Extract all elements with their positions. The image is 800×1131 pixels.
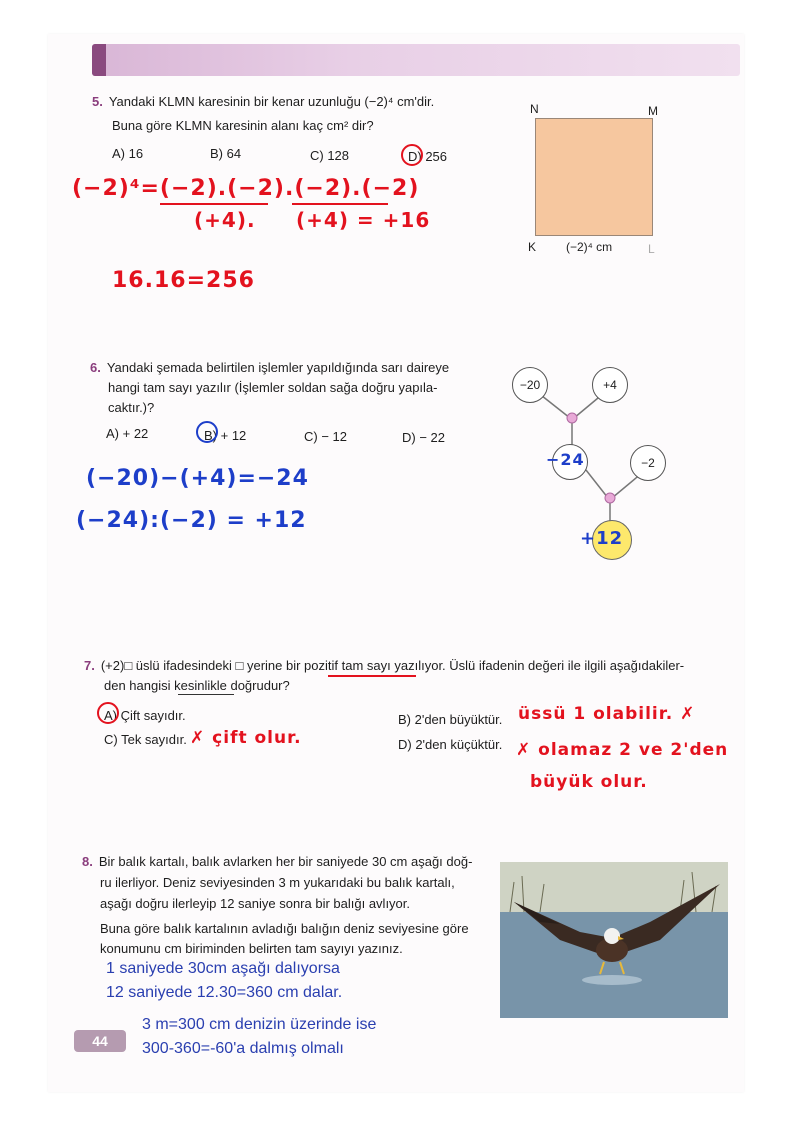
q8-line1 bbox=[82, 852, 472, 872]
q6-hand-line1: (−20)−(+4)=−24 bbox=[86, 466, 309, 491]
q8-answer-line3: 3 m=300 cm denizin üzerinde ise bbox=[142, 1016, 377, 1033]
q6-line3: caktır.)? bbox=[108, 400, 155, 415]
q7-text1: (+2)□ üslü ifadesindeki □ yerine bir pozitif tam sayı yazılıyor. Üslü ifadenin değeri ile ilgili aşağıdakiler- bbox=[100, 658, 685, 673]
q8-number: 8. bbox=[82, 854, 93, 869]
q6-number: 6. bbox=[90, 360, 101, 375]
q7-line2: den hangisi kesinlikle doğrudur? bbox=[104, 678, 290, 693]
circle-minus2: −2 bbox=[630, 445, 666, 481]
header-tab bbox=[92, 44, 106, 76]
q7-option-d: D) 2'den küçüktür. bbox=[398, 737, 503, 752]
q5-answer-circle bbox=[401, 144, 423, 166]
q7-hand-d-note1: ✗ olamaz 2 ve 2'den bbox=[516, 740, 729, 760]
q7-option-a: A) Çift sayıdır. bbox=[104, 708, 186, 723]
corner-l: L bbox=[648, 242, 655, 256]
q7-line1 bbox=[84, 656, 684, 676]
eagle-icon bbox=[500, 862, 728, 1018]
q6-line1 bbox=[90, 358, 449, 378]
q6-option-c: C) − 12 bbox=[304, 429, 347, 444]
q7-underline-pozitif bbox=[328, 675, 416, 677]
q7-number: 7. bbox=[84, 658, 95, 673]
corner-n: N bbox=[530, 102, 539, 116]
circle-minus20: −20 bbox=[512, 367, 548, 403]
corner-m: M bbox=[648, 104, 658, 118]
q6-option-d: D) − 22 bbox=[402, 430, 445, 445]
q8-text1: Bir balık kartalı, balık avlarken her bir saniyede 30 cm aşağı doğ- bbox=[98, 854, 473, 869]
q7-option-c: C) Tek sayıdır. bbox=[104, 732, 187, 747]
q5-hand-line1: (−2)⁴=(−2).(−2).(−2).(−2) bbox=[72, 176, 420, 201]
q8-answer-line1: 1 saniyede 30cm aşağı dalıyorsa bbox=[106, 960, 340, 977]
q5-hand-line2b: (+4) = +16 bbox=[296, 208, 431, 232]
q6-answer-circle bbox=[196, 421, 218, 443]
q7-hand-b-note: üssü 1 olabilir. ✗ bbox=[518, 704, 696, 724]
q6-text1: Yandaki şemada belirtilen işlemler yapıldığında sarı daireye bbox=[106, 360, 450, 375]
q5-underline-2 bbox=[292, 203, 388, 205]
q8-answer-line4: 300-360=-60'a dalmış olmalı bbox=[142, 1040, 344, 1057]
q6-line2: hangi tam sayı yazılır (İşlemler soldan sağa doğru yapıla- bbox=[108, 380, 438, 395]
klmn-square bbox=[535, 118, 653, 236]
q5-hand-line2a: (+4). bbox=[194, 208, 256, 232]
eagle-photo bbox=[500, 862, 728, 1018]
q7-option-b: B) 2'den büyüktür. bbox=[398, 712, 503, 727]
side-label: (−2)⁴ cm bbox=[566, 240, 613, 254]
q5-hand-line3: 16.16=256 bbox=[112, 268, 255, 293]
q7-hand-c-note: ✗ çift olur. bbox=[190, 728, 302, 748]
q6-hand-line2: (−24):(−2) = +12 bbox=[76, 508, 307, 533]
q8-line4: Buna göre balık kartalının avladığı balığın deniz seviyesine göre bbox=[100, 921, 469, 936]
q5-number: 5. bbox=[92, 94, 103, 109]
q5-line2: Buna göre KLMN karesinin alanı kaç cm² dir? bbox=[112, 118, 374, 133]
q7-answer-circle bbox=[97, 702, 119, 724]
q5-text1: Yandaki KLMN karesinin bir kenar uzunluğu (−2)⁴ cm'dir. bbox=[108, 94, 435, 109]
q7-hand-d-note2: büyük olur. bbox=[530, 772, 648, 792]
diagram-mid-hand: −24 bbox=[546, 450, 585, 469]
q8-line3: aşağı doğru ilerleyip 12 saniye sonra bir balığı avlıyor. bbox=[100, 896, 411, 911]
q6-option-a: A) + 22 bbox=[106, 426, 149, 441]
q5-option-c: C) 128 bbox=[310, 148, 350, 163]
diagram-result-hand: +12 bbox=[580, 528, 624, 549]
q5-option-a: A) 16 bbox=[112, 146, 144, 161]
corner-k: K bbox=[528, 240, 537, 254]
q8-line2: ru ilerliyor. Deniz seviyesinden 3 m yukarıdaki bu balık kartalı, bbox=[100, 875, 455, 890]
q5-option-b: B) 64 bbox=[210, 146, 242, 161]
q5-underline-1 bbox=[160, 203, 268, 205]
page-number: 44 bbox=[74, 1030, 126, 1052]
q5-option-d: D) 256 bbox=[408, 149, 448, 164]
q8-line5: konumunu cm biriminden belirten tam sayıyı yazınız. bbox=[100, 941, 403, 956]
q6-option-b: B) + 12 bbox=[204, 428, 247, 443]
q8-answer-line2: 12 saniyede 12.30=360 cm dalar. bbox=[106, 984, 343, 1001]
circle-plus4: +4 bbox=[592, 367, 628, 403]
q7-underline-kesinlikle bbox=[178, 694, 234, 695]
header-bar bbox=[92, 44, 740, 76]
q5-line1 bbox=[92, 92, 434, 112]
